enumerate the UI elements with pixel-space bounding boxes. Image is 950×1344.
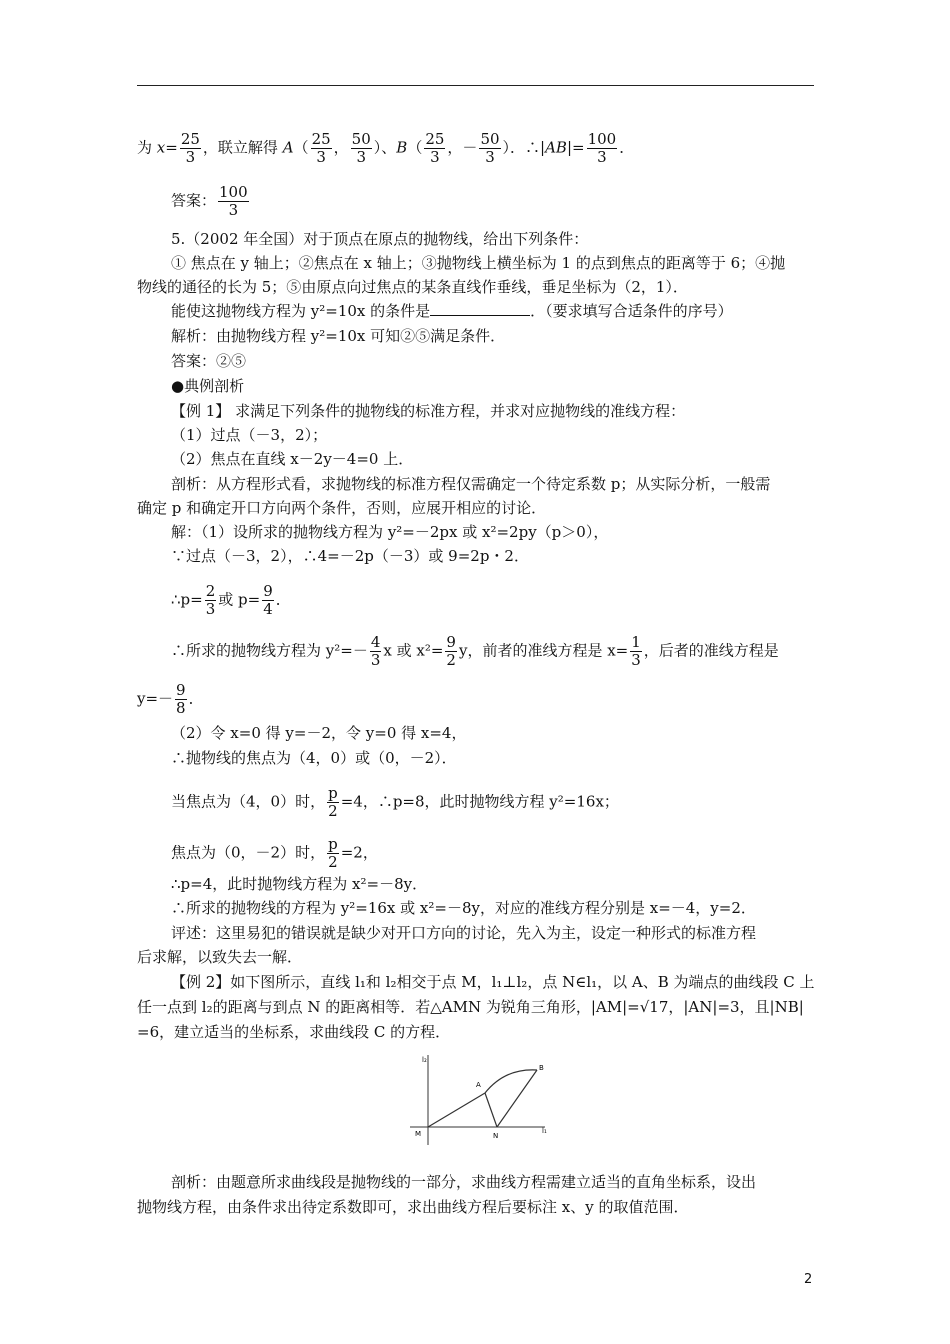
- solution-line-1: 解：（1）设所求的抛物线方程为 y²=－2px 或 x²=2py（p＞0），: [171, 523, 609, 541]
- text: y，前者的准线方程是 x=: [458, 641, 629, 660]
- text: x 或 x²=: [383, 641, 444, 660]
- solution-line-5: y=－ $\frac{9}{8}$ ．: [137, 681, 204, 717]
- solution-line-3: ∴p= $\frac{2}{3}$ 或 p= $\frac{9}{4}$ ．: [171, 582, 291, 618]
- text: =2，: [340, 843, 378, 862]
- label-B: B: [539, 1064, 544, 1072]
- fraction: $\frac{25}{3}$: [425, 130, 445, 166]
- review-line-1: 评述：这里易犯的错误就是缺少对开口方向的讨论，先入为主，设定一种形式的标准方程: [171, 924, 757, 942]
- example-1-part-2: （2）焦点在直线 x－2y－4=0 上．: [171, 450, 414, 468]
- fraction: $\frac{2}{3}$: [205, 582, 216, 618]
- section-heading: ●典例剖析: [171, 377, 245, 395]
- example-1-analysis-1: 剖析：从方程形式看，求抛物线的标准方程仅需确定一个待定系数 p；从实际分析，一般需: [171, 475, 771, 493]
- text: 当焦点为（4，0）时，: [171, 792, 326, 811]
- solution-line-8: [171, 785, 619, 820]
- fraction: $\frac{p}{2}$: [328, 835, 338, 871]
- segment-AN: [485, 1093, 497, 1127]
- question-5-ask: [171, 301, 733, 321]
- label-N: N: [493, 1132, 499, 1140]
- fraction: $\frac{9}{8}$: [176, 681, 186, 717]
- fraction: $\frac{25}{3}$: [180, 130, 200, 166]
- example-2-line-2: 任一点到 l₂的距离与到点 N 的距离相等．若△AMN 为锐角三角形，|AM|=√17，|AN|=3，且|NB|: [137, 998, 804, 1016]
- header-rule: [137, 85, 814, 86]
- analysis-2-line-1: 剖析：由题意所求曲线段是抛物线的一部分，求曲线方程需建立适当的直角坐标系，设出: [171, 1173, 757, 1191]
- fraction: $\frac{p}{2}$: [328, 784, 338, 820]
- segment-MA: [428, 1093, 485, 1127]
- fraction: $\frac{9}{2}$: [446, 633, 456, 669]
- question-5-conditions-2: 物线的通径的长为 5；⑤由原点向过焦点的某条直线作垂线，垂足坐标为（2，1）．: [137, 278, 688, 296]
- text: ∴所求的抛物线方程为 y²=－: [171, 641, 368, 660]
- fraction: $\frac{4}{3}$: [370, 633, 381, 669]
- text: ∴p=: [171, 590, 203, 609]
- question-5-conditions-1: ① 焦点在 y 轴上；②焦点在 x 轴上；③抛物线上横坐标为 1 的点到焦点的距离等于 6；④抛: [171, 254, 786, 272]
- text: ，后者的准线方程是: [643, 641, 779, 660]
- label-l2: l₂: [422, 1056, 427, 1064]
- solution-line-9: [171, 836, 378, 871]
- example-1-analysis-2: 确定 p 和确定开口方向两个条件，否则，应展开相应的讨论．: [137, 499, 547, 517]
- solution-line-6: （2）令 x=0 得 y=－2，令 y=0 得 x=4，: [171, 724, 467, 742]
- example-2-line-1: 【例 2】如下图所示，直线 l₁和 l₂相交于点 M，l₁⊥l₂，点 N∈l₁，以 A、B 为端点的曲线段 C 上: [171, 973, 815, 991]
- text-line: 为 x= $\frac{25}{3}$ ，联立解得 A（ $\frac{25}{3}$ ， $\frac{50}{3}$ ）、B（ $\frac{25}{3}$ ，－ $\frac{50}{3}$ ）．∴|AB|= $\frac{100}{3}$ ．: [137, 130, 635, 166]
- fraction: $\frac{50}{3}$: [351, 130, 371, 166]
- geometry-figure: [405, 1050, 555, 1150]
- text: =4，∴p=8，此时抛物线方程 y²=16x；: [340, 792, 619, 811]
- segment-NB: [497, 1070, 537, 1127]
- fraction: $\frac{1}{3}$: [631, 633, 641, 669]
- question-5-answer: 答案：②⑤: [171, 352, 247, 370]
- answer-blank: [430, 303, 530, 316]
- ask-text-end: ．（要求填写合适条件的序号）: [530, 302, 733, 320]
- example-1-head: 【例 1】 求满足下列条件的抛物线的标准方程，并求对应抛物线的准线方程：: [171, 402, 686, 420]
- fraction: $\frac{50}{3}$: [480, 130, 500, 166]
- fraction: $\frac{100}{3}$: [219, 183, 248, 219]
- fraction: $\frac{25}{3}$: [311, 130, 331, 166]
- label-M: M: [415, 1130, 422, 1138]
- solution-line-7: ∴抛物线的焦点为（4，0）或（0，－2）．: [171, 749, 457, 767]
- text: 焦点为（0，－2）时，: [171, 843, 326, 862]
- example-1-part-1: （1）过点（－3，2）；: [171, 426, 328, 444]
- example-2-line-3: =6，建立适当的坐标系，求曲线段 C 的方程．: [137, 1023, 451, 1041]
- text: 或 p=: [218, 590, 261, 609]
- question-5-analysis: 解析：由抛物线方程 y²=10x 可知②⑤满足条件．: [171, 327, 506, 345]
- text: y=－: [137, 689, 174, 708]
- fraction: $\frac{100}{3}$: [587, 130, 617, 166]
- ask-text: 能使这抛物线方程为 y²=10x 的条件是: [171, 302, 431, 320]
- question-5-head: 5.（2002 年全国）对于顶点在原点的抛物线，给出下列条件：: [171, 230, 589, 248]
- solution-line-4: [171, 634, 779, 669]
- solution-line-11: ∴所求的抛物线的方程为 y²=16x 或 x²=－8y，对应的准线方程分别是 x=－4，y=2．: [171, 899, 756, 917]
- fraction: $\frac{9}{4}$: [263, 582, 273, 618]
- analysis-2-line-2: 抛物线方程，由条件求出待定系数即可，求出曲线方程后要标注 x、y 的取值范围．: [137, 1198, 689, 1216]
- label-A: A: [476, 1081, 481, 1089]
- solution-line-2: ∵过点（－3，2），∴4=－2p（－3）或 9=2p・2．: [171, 547, 529, 565]
- answer-line: [171, 184, 251, 219]
- page-number: 2: [804, 1272, 813, 1287]
- label-l1: l₁: [542, 1127, 547, 1135]
- review-line-2: 后求解，以致失去一解．: [137, 948, 303, 966]
- answer-label: 答案：: [171, 191, 217, 210]
- solution-line-10: ∴p=4，此时抛物线方程为 x²=－8y．: [171, 875, 428, 893]
